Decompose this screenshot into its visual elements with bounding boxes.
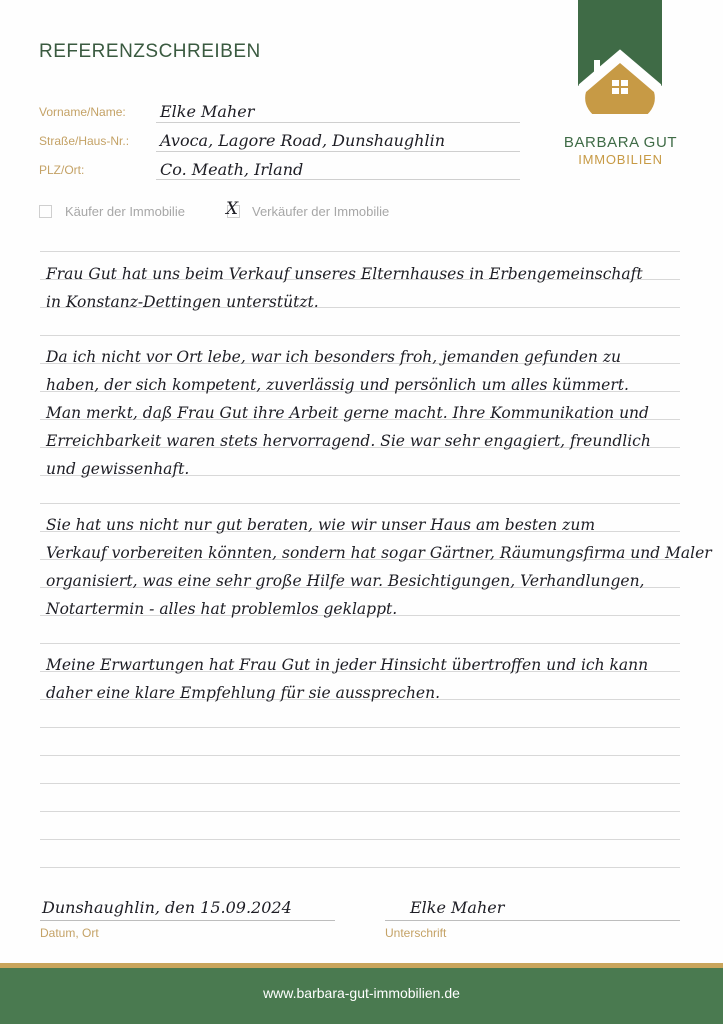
footer-stripe	[0, 963, 723, 968]
ruled-line	[40, 643, 680, 644]
name-label: Vorname/Name:	[39, 105, 126, 119]
signature-label: Unterschrift	[385, 926, 447, 940]
signature-line	[385, 920, 680, 921]
body-line: Meine Erwartungen hat Frau Gut in jeder Hinsicht übertroffen und ich kann	[46, 656, 649, 674]
city-label: PLZ/Ort:	[39, 163, 85, 177]
date-place-label: Datum, Ort	[40, 926, 99, 940]
street-value: Avoca, Lagore Road, Dunshaughlin	[160, 131, 446, 150]
body-line: organisiert, was eine sehr große Hilfe war. Besichtigungen, Verhandlungen,	[46, 572, 645, 590]
city-line	[156, 179, 520, 180]
house-logo-icon	[578, 0, 662, 114]
date-line	[40, 920, 335, 921]
body-line: Notartermin - alles hat problemlos geklappt.	[46, 600, 398, 618]
body-line: haben, der sich kompetent, zuverlässig und persönlich um alles kümmert.	[46, 376, 629, 394]
ruled-line	[40, 251, 680, 252]
date-place-value: Dunshaughlin, den 15.09.2024	[42, 898, 292, 917]
body-line: in Konstanz-Dettingen unterstützt.	[46, 293, 319, 311]
body-line: Da ich nicht vor Ort lebe, war ich besonders froh, jemanden gefunden zu	[46, 348, 621, 366]
ruled-line	[40, 839, 680, 840]
name-line	[156, 122, 520, 123]
body-line: Verkauf vorbereiten könnten, sondern hat sogar Gärtner, Räumungsfirma und Maler	[46, 544, 712, 562]
buyer-label: Käufer der Immobilie	[65, 204, 185, 219]
footer-website-link[interactable]: www.barbara-gut-immobilien.de	[263, 985, 460, 1001]
name-value: Elke Maher	[160, 102, 255, 121]
ruled-line	[40, 867, 680, 868]
street-label: Straße/Haus-Nr.:	[39, 134, 130, 148]
body-line: Frau Gut hat uns beim Verkauf unseres Elternhauses in Erbengemeinschaft	[46, 265, 643, 283]
buyer-checkbox[interactable]	[39, 205, 52, 218]
body-line: Sie hat uns nicht nur gut beraten, wie wir unser Haus am besten zum	[46, 516, 596, 534]
street-line	[156, 151, 520, 152]
body-line: Man merkt, daß Frau Gut ihre Arbeit gerne macht. Ihre Kommunikation und	[46, 404, 649, 422]
body-line: und gewissenhaft.	[46, 460, 190, 478]
document-title: REFERENZSCHREIBEN	[39, 41, 261, 62]
ruled-line	[40, 503, 680, 504]
ruled-line	[40, 783, 680, 784]
brand-logo	[578, 0, 662, 114]
seller-label: Verkäufer der Immobilie	[252, 204, 390, 219]
ruled-line	[40, 335, 680, 336]
brand-name: BARBARA GUT	[563, 134, 678, 151]
body-line: Erreichbarkeit waren stets hervorragend. Sie war sehr engagiert, freundlich	[46, 432, 651, 450]
ruled-line	[40, 755, 680, 756]
ruled-line	[40, 811, 680, 812]
body-line: daher eine klare Empfehlung für sie aussprechen.	[46, 684, 441, 702]
brand-subtitle: IMMOBILIEN	[578, 152, 663, 167]
seller-check-mark: X	[226, 199, 239, 219]
ruled-line	[40, 727, 680, 728]
signature-value: Elke Maher	[410, 898, 505, 917]
city-value: Co. Meath, Irland	[160, 160, 304, 179]
